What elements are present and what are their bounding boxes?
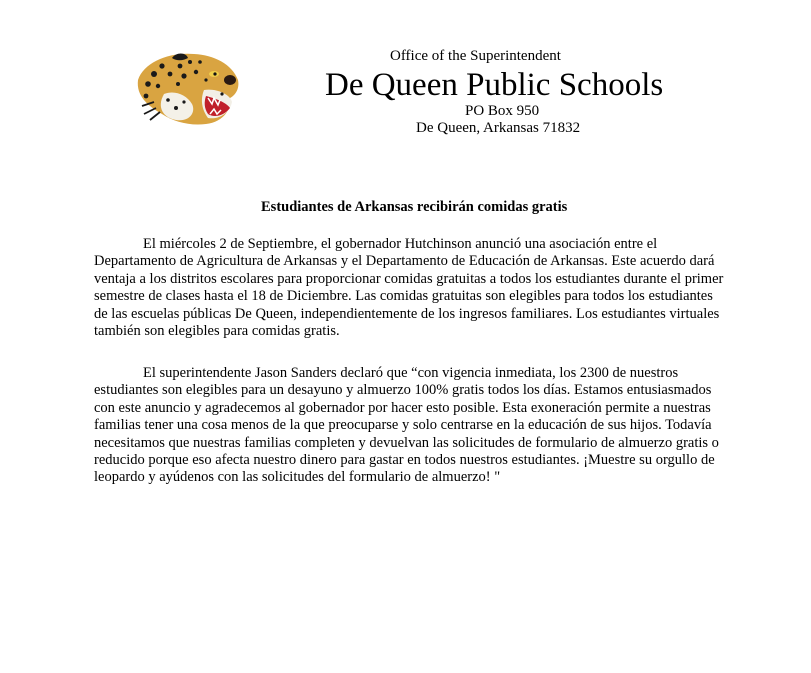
leopard-mascot-icon [134,50,242,128]
letterhead [300,47,664,137]
article-title: Estudiantes de Arkansas recibirán comidas gratis [261,199,568,215]
article-paragraph-1 [94,236,724,340]
paragraph-text: El miércoles 2 de Septiembre, el gobernador Hutchinson anunció una asociación entre el Departamento de Agricultura de Arkansas y el Departamento de Educación de Arkansas. Este acuerdo dará ventaja a los distritos escolares para proporcionar comidas gratuitas a todos los estudiantes durante el primer semestre de clases hasta el 18 de Diciembre. Las comidas gratuitas son elegibles para todos los estudiantes de las escuelas públicas De Queen, independientemente de los ingresos familiares. Los estudiantes virtuales también son elegibles para comidas gratis. [94,236,724,340]
address-line1: PO Box 950 [465,103,540,119]
address-line2: De Queen, Arkansas 71832 [416,120,581,136]
office-title: Office of the Superintendent [390,48,561,64]
article-paragraph-2 [94,365,724,487]
paragraph-text: El superintendente Jason Sanders declaró que “con vigencia inmediata, los 2300 de nuestros estudiantes son elegibles para un desayuno y almuerzo 100% gratis todos los días. Estamos entusiasmados con este anuncio y agradecemos al gobernador por hacer esto posible. Esta exoneración permite a nuestras familias tener una cosa menos de la que preocuparse y solo centrarse en la educación de sus hijos. Todavía necesitamos que nuestras familias completen y devuelvan las solicitudes de formulario de almuerzo gratis o reducido porque eso afecta nuestro dinero para gastar en todos nuestros estudiantes. ¡Muestre su orgullo de leopardo y ayúdenos con las solicitudes del formulario de almuerzo! " [94,365,719,486]
school-name: De Queen Public Schools [325,67,664,103]
mailing-address [300,103,660,137]
